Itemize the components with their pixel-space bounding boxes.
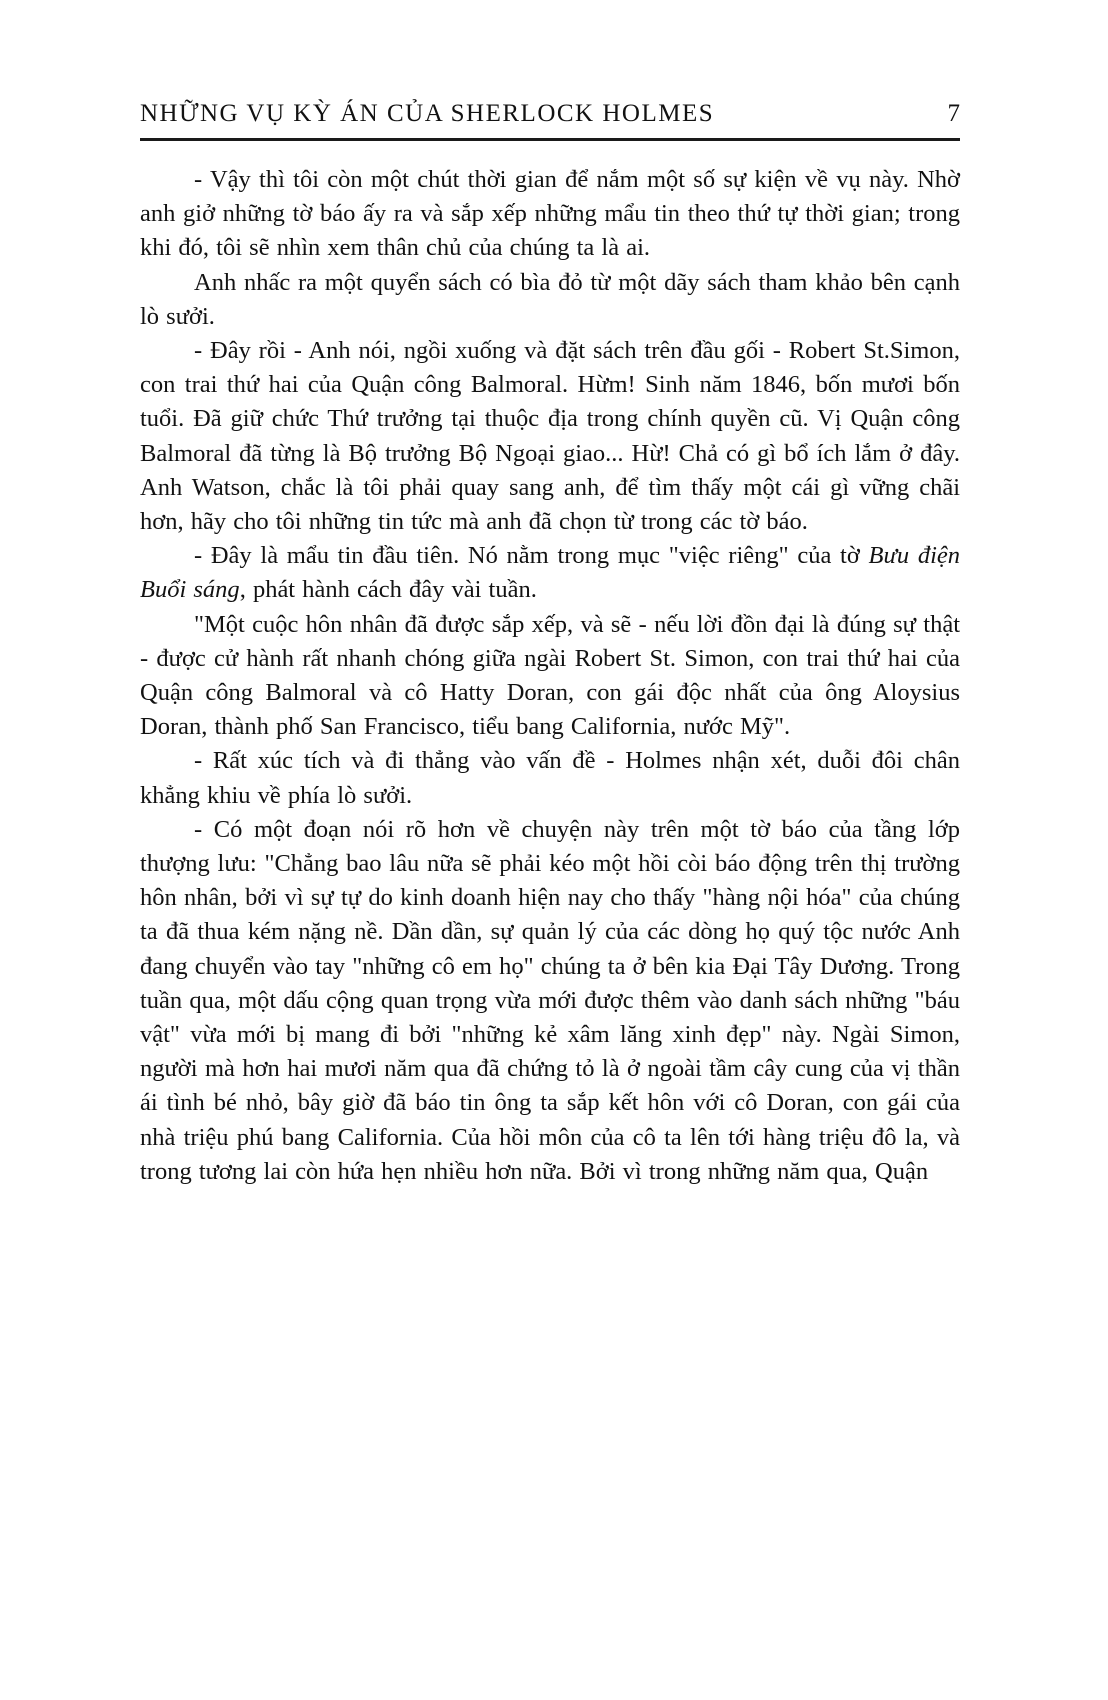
- paragraph: "Một cuộc hôn nhân đã được sắp xếp, và sẽ - nếu lời đồn đại là đúng sự thật - được cử hành rất nhanh chóng giữa ngài Robert St. Simon, con trai thứ hai của Quận công Balmoral và cô Hatty Doran, con gái độc nhất của ông Aloysius Doran, thành phố San Francisco, tiểu bang California, nước Mỹ".: [140, 610, 960, 741]
- newspaper-name-italic: Bưu điện Buổi sáng: [140, 542, 961, 604]
- paragraph: [140, 539, 960, 607]
- paragraph: - Đây rồi - Anh nói, ngồi xuống và đặt sách trên đầu gối - Robert St.Simon, con trai thứ hai của Quận công Balmoral. Hừm! Sinh năm 1846, bốn mươi bốn tuổi. Đã giữ chức Thứ trưởng tại thuộc địa trong chính quyền cũ. Vị Quận công Balmoral đã từng là Bộ trưởng Bộ Ngoại giao... Hừ! Chả có gì bổ ích lắm ở đây. Anh Watson, chắc là tôi phải quay sang anh, để tìm thấy một cái gì vững chãi hơn, hãy cho tôi những tin tức mà anh đã chọn từ trong các tờ báo.: [140, 337, 960, 536]
- paragraph: - Rất xúc tích và đi thẳng vào vấn đề - Holmes nhận xét, duỗi đôi chân khẳng khiu về phía lò sưởi.: [140, 747, 960, 809]
- paragraph-text: , phát hành cách đây vài tuần.: [239, 576, 537, 604]
- page-number: 7: [947, 100, 960, 127]
- paragraph: - Vậy thì tôi còn một chút thời gian để nắm một số sự kiện về vụ này. Nhờ anh giở những tờ báo ấy ra và sắp xếp những mẩu tin theo thứ tự thời gian; trong khi đó, tôi sẽ nhìn xem thân chủ của chúng ta là ai.: [140, 166, 960, 262]
- paragraph: - Có một đoạn nói rõ hơn về chuyện này trên một tờ báo của tầng lớp thượng lưu: "Chẳng bao lâu nữa sẽ phải kéo một hồi còi báo động trên thị trường hôn nhân, bởi vì sự tự do kinh doanh hiện nay cho thấy "hàng nội hóa" của chúng ta đã thua kém nặng nề. Dần dần, sự quản lý của các dòng họ quý tộc nước Anh đang chuyển vào tay "những cô em họ" chúng ta ở bên kia Đại Tây Dương. Trong tuần qua, một dấu cộng quan trọng vừa mới được thêm vào danh sách những "báu vật" vừa mới bị mang đi bởi "những kẻ xâm lăng xinh đẹp" này. Ngài Simon, người mà hơn hai mươi năm qua đã chứng tỏ là ở ngoài tầm cây cung của vị thần ái tình bé nhỏ, bây giờ đã báo tin ông ta sắp kết hôn với cô Doran, con gái của nhà triệu phú bang California. Của hồi môn của cô ta lên tới hàng triệu đô la, và trong tương lai còn hứa hẹn nhiều hơn nữa. Bởi vì trong những năm qua, Quận: [140, 815, 960, 1185]
- page-body: [140, 163, 960, 1189]
- paragraph-text: - Đây là mẩu tin đầu tiên. Nó nằm trong mục "việc riêng" của tờ: [194, 542, 869, 570]
- paragraph: Anh nhấc ra một quyển sách có bìa đỏ từ một dãy sách tham khảo bên cạnh lò sưởi.: [140, 268, 960, 330]
- running-header: [140, 100, 960, 141]
- book-title: NHỮNG VỤ KỲ ÁN CỦA SHERLOCK HOLMES: [140, 100, 715, 127]
